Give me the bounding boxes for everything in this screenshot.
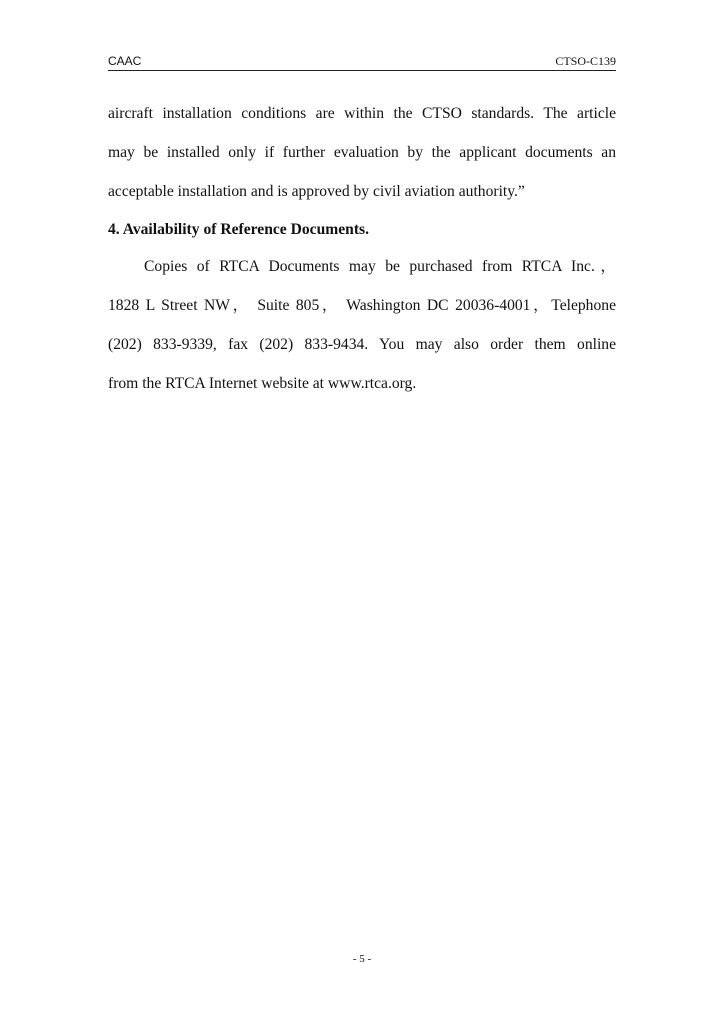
header-doc-id: CTSO-C139 <box>555 54 616 68</box>
text-line: from the RTCA Internet website at www.rtca.org. <box>108 375 417 392</box>
text-line: may be installed only if further evaluation by the applicant documents an <box>108 144 616 161</box>
continuation-paragraph <box>108 94 616 211</box>
document-body <box>108 94 616 403</box>
section-heading: 4. Availability of Reference Documents. <box>108 221 370 238</box>
text-line: (202) 833-9339, fax (202) 833-9434. You may also order them online <box>108 336 616 353</box>
page-header <box>108 52 616 71</box>
page-number: - 5 - <box>352 953 372 965</box>
header-org: CAAC <box>108 54 142 68</box>
text-line: aircraft installation conditions are within the CTSO standards. The article <box>108 105 616 122</box>
availability-paragraph <box>108 247 616 403</box>
text-line: Copies of RTCA Documents may be purchased from RTCA Inc.， <box>144 258 616 275</box>
text-line: 1828 L Street NW， Suite 805， Washington DC 20036-4001，Telephone <box>108 297 616 314</box>
text-line: acceptable installation and is approved by civil aviation authority.” <box>108 183 525 200</box>
